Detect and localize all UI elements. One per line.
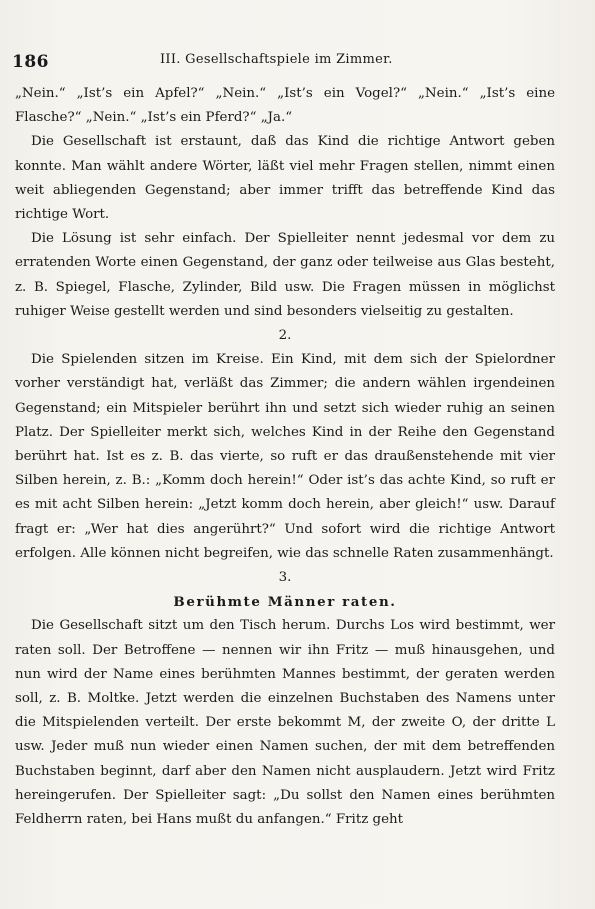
page-header [0, 50, 595, 74]
paragraph-famous-men: Die Gesellschaft sitzt um den Tisch herum. Durchs Los wird bestimmt, wer raten soll. Der Betroffene — nennen wir ihn Fritz — muß hinausgehen, und nun wird der Name eines berühmten Mannes bestimmt, der geraten werden soll, z. B. Moltke. Jetzt werden die einzelnen Buchstaben des Namens unter die Mitspielenden verteilt. Der erste bekommt M, der zweite O, der dritte L usw. Jeder muß nun wieder einen Namen suchen, der mit dem betreffenden Buchstaben beginnt, darf aber den Namen nicht ausplaudern. Jetzt wird Fritz hereingerufen. Der Spielleiter sagt: „Du sollst den Namen eines berühmten Feldherrn raten, bei Hans mußt du anfangen.“ Fritz geht [15, 618, 555, 828]
section-title: Berühmte Männer raten. [173, 594, 397, 611]
body-text [15, 82, 555, 832]
paragraph-solution: Die Lösung ist sehr einfach. Der Spielleiter nennt jedesmal vor dem zu erratenden Worte einen Gegenstand, der ganz oder teilweise aus Glas besteht, z. B. Spiegel, Flasche, Zylinder, Bild usw. Die Fragen müssen in möglichst ruhiger Weise gestellt werden und sind besonders vielseitig zu gestalten. [15, 231, 555, 319]
running-head: III. Gesellschaftspiele im Zimmer. [160, 52, 393, 67]
paragraph-circle-game: Die Spielenden sitzen im Kreise. Ein Kind, mit dem sich der Spielordner vorher verständigt hat, verläßt das Zimmer; die andern wählen irgendeinen Gegenstand; ein Mitspieler berührt ihn und setzt sich wieder ruhig an seinen Platz. Der Spielleiter merkt sich, welches Kind in der Reihe den Gegenstand berührt hat. Ist es z. B. das vierte, so ruft er das draußenstehende mit vier Silben herein, z. B.: „Komm doch herein!“ Oder ist’s das achte Kind, so ruft er es mit acht Silben herein: „Jetzt komm doch herein, aber gleich!“ usw. Darauf fragt er: „Wer hat dies angerührt?“ Und sofort wird die richtige Antwort erfolgen. Alle können nicht begreifen, wie das schnelle Raten zusammenhängt. [15, 352, 555, 561]
paragraph-dialogue: „Nein.“ „Ist’s ein Apfel?“ „Nein.“ „Ist’s ein Vogel?“ „Nein.“ „Ist’s eine Flasche?“ „Nein.“ „Ist’s ein Pferd?“ „Ja.“ [15, 86, 555, 126]
section-number-3: 3. [278, 570, 292, 586]
page-number: 186 [12, 52, 49, 72]
paragraph-astonishment: Die Gesellschaft ist erstaunt, daß das Kind die richtige Antwort geben konnte. Man wählt andere Wörter, läßt viel mehr Fragen stellen, nimmt einen weit abliegenden Gegenstand; aber immer trifft das betreffende Kind das richtige Wort. [15, 134, 555, 223]
section-number-2: 2. [278, 328, 292, 344]
